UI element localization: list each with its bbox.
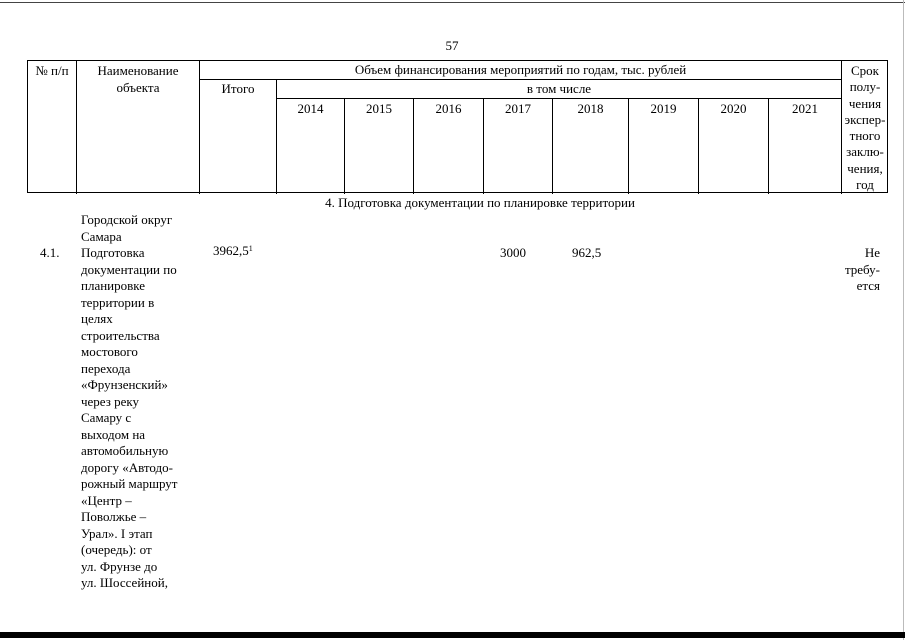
- object-name-line: Поволжье –: [81, 509, 147, 524]
- object-name-line: мостового: [81, 344, 138, 359]
- object-name-line: Самара: [81, 228, 122, 244]
- year-header-2014: 2014: [297, 101, 324, 116]
- year-header-2017: 2017: [505, 101, 531, 116]
- term-line: требу-: [844, 261, 880, 277]
- object-name-line: Самару с: [81, 410, 132, 425]
- object-name-line: перехода: [81, 360, 131, 376]
- year-header-2019: 2019: [650, 101, 677, 116]
- total-column-header: Итого: [221, 81, 255, 96]
- object-name-line: рожный маршрут: [81, 476, 178, 491]
- object-name-line: строительства: [81, 327, 160, 343]
- object-name-line: целях: [81, 311, 113, 326]
- total-amount: 3962,5: [213, 243, 249, 258]
- term-column-header: Срок полу-чения экспер-тного заклю-чения, год: [844, 63, 886, 193]
- right-edge-line: [903, 0, 904, 640]
- term-line: Не: [864, 245, 880, 260]
- object-name-line: Урал». I этап: [81, 525, 153, 541]
- object-name-line: Подготовка: [81, 245, 145, 260]
- year-header-2015: 2015: [366, 101, 392, 116]
- total-footnote: 1: [248, 244, 253, 253]
- num-column-header: № п/п: [35, 63, 69, 78]
- value-2017: 3000: [500, 245, 526, 260]
- object-name-line: дорогу «Автодо-: [81, 459, 173, 475]
- page-number: 57: [445, 38, 459, 53]
- term-line: ется: [856, 278, 880, 293]
- section-title: 4. Подготовка документации по планировке территории: [325, 195, 635, 210]
- object-name-line: «Фрунзенский»: [81, 377, 168, 392]
- object-name-line: ул. Фрунзе до: [81, 558, 158, 574]
- year-header-2021: 2021: [792, 101, 818, 116]
- total-value: [213, 243, 253, 260]
- object-name-line: автомобильную: [81, 443, 169, 458]
- row-number: 4.1.: [40, 245, 60, 260]
- financing-group-header: Объем финансирования мероприятий по годам, тыс. рублей: [354, 62, 687, 77]
- year-header-2016: 2016: [435, 101, 462, 116]
- term-cell: [838, 245, 880, 295]
- table-header: [27, 60, 888, 193]
- row-divider: [276, 98, 841, 99]
- col-divider: [76, 61, 77, 194]
- year-header-2018: 2018: [577, 101, 604, 116]
- bottom-rule: [0, 632, 905, 638]
- value-2018: 962,5: [572, 245, 602, 260]
- object-name-line: документации по: [81, 261, 177, 277]
- including-header: в том числе: [526, 81, 592, 96]
- object-name-line: планировке: [81, 278, 146, 293]
- object-name-line: Городской округ: [81, 212, 173, 227]
- object-name-line: территории в: [81, 294, 155, 310]
- object-name-cell: [81, 212, 199, 592]
- object-name-line: «Центр –: [81, 492, 132, 508]
- object-name-line: через реку: [81, 393, 140, 409]
- object-name-line: (очередь): от: [81, 542, 152, 557]
- row-divider: [199, 79, 841, 80]
- name-column-header: Наименование объекта: [97, 63, 179, 95]
- object-name-line: ул. Шоссейной,: [81, 575, 168, 590]
- year-header-2020: 2020: [720, 101, 747, 116]
- top-rule: [0, 2, 905, 3]
- object-name-line: выходом на: [81, 426, 146, 442]
